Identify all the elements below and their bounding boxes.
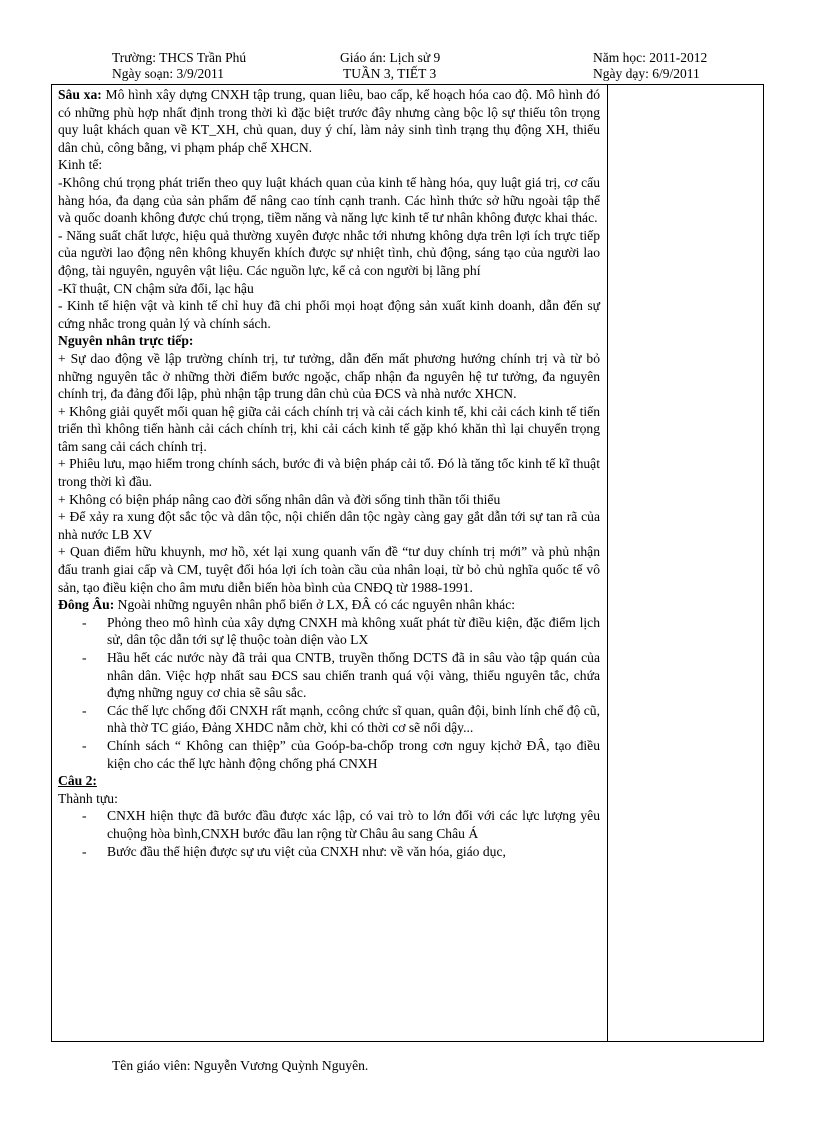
economy-heading: Kinh tế: [58,157,103,173]
list-item-text: Các thế lực chống đối CNXH rất mạnh, ccông chức sĩ quan, quân đội, binh lính chế độ cũ, nhà thờ TC giáo, Đảng XHDC nằm chờ, khi có thời cơ sẽ nổi dậy... [107,702,600,736]
dash-bullet: - [82,843,87,859]
direct-cause-5: + Để xảy ra xung đột sắc tộc và dân tộc, nội chiến dân tộc ngày càng gay gắt dẫn tới sự tan rã của nhà nước LB XV [58,509,600,542]
column-divider [607,85,608,1041]
economy-point-1: -Không chú trọng phát triển theo quy luật khách quan của kinh tế hàng hóa, quy luật giá trị, cơ cấu hàng hóa, đa dạng của sản phẩm để nâng cao tính cạnh tranh. Các hình thức sở hữu ngoài tập thể và quốc doanh không được chú trọng, tiềm năng và năng lực kinh tế tư nhân không được khai thác. [58,174,600,226]
list-item-text: CNXH hiện thực đã bước đầu được xác lập, có vai trò to lớn đối với các lực lượng yêu chuộng hòa bình,CNXH bước đầu lan rộng từ Châu âu sang Châu Á [107,808,600,841]
direct-cause-3: + Phiêu lưu, mạo hiểm trong chính sách, bước đi và biện pháp cải tổ. Đó là tăng tốc kinh tế kĩ thuật trong thời kì đầu. [58,456,600,490]
direct-cause-heading: Nguyên nhân trực tiếp: [58,333,194,349]
achievements-heading: Thành tựu: [58,790,118,806]
list-item-text: Phỏng theo mô hình của xây dựng CNXH mà không xuất phát từ điều kiện, đặc điểm lịch sử, dân tộc dẫn tới sự lệ thuộc toàn diện vào LX [107,614,600,648]
root-cause-text: Mô hình xây dựng CNXH tập trung, quan liêu, bao cấp, kế hoạch hóa cao độ. Mô hình đó có những phù hợp nhất định trong thời kì đặc biệt trước đây nhưng càng bộc lộ sự thiếu tôn trọng quy luật khách quan về KT_XH, chủ quan, duy ý chí, làm nảy sinh tình trạng thụ động XH, thiếu dân chủ, công bằng, vi phạm pháp chế XHCN. [58,87,600,155]
direct-cause-1: + Sự dao động về lập trường chính trị, tư tưởng, dẫn đến mất phương hướng chính trị và từ bỏ những nguyên tắc ở những thời điểm bước ngoặc, chấp nhận đa nguyên hệ tư tưởng, đa nguyên chính trị, đa đảng đối lập, phủ nhận tập trung dân chủ của ĐCS và nhà nước XHCN. [58,350,600,402]
list-item-text: Bước đầu thể hiện được sự ưu việt của CNXH như: về văn hóa, giáo dục, [107,843,506,859]
list-item [58,702,600,737]
week-period: TUẦN 3, TIẾT 3 [343,66,437,81]
teacher-name: Tên giáo viên: Nguyễn Vương Quỳnh Nguyên. [112,1058,369,1073]
question-2-heading: Câu 2: [58,773,97,789]
prep-date: Ngày soạn: 3/9/2011 [112,66,224,81]
dash-bullet: - [82,702,87,718]
eastern-europe-text: Ngoài những nguyên nhân phổ biến ở LX, ĐÂ có các nguyên nhân khác: [114,597,516,613]
eastern-europe-list [58,614,600,772]
economy-point-4: - Kinh tế hiện vật và kinh tế chỉ huy đã chi phối mọi hoạt động sản xuất kinh doanh, dẫn đến sự cứng nhắc trong quản lý và chính sách. [58,298,600,331]
list-item-text: Hầu hết các nước này đã trải qua CNTB, truyền thống DCTS đã in sâu vào tập quán của nhân dân. Việc hợp nhất sau ĐCS sau chiến tranh quá vội vàng, thiếu nguyên tắc, chứa đựng những nguy cơ chia sẽ sâu sắc. [107,650,600,701]
school-year: Năm học: 2011-2012 [593,50,708,65]
lesson-table [51,84,764,1042]
list-item-text: Chính sách “ Không can thiệp” của Goóp-ba-chốp trong cơn nguy kịchở ĐÂ, tạo điều kiện cho các thế lực hành động chống phá CNXH [107,737,600,771]
list-item [58,807,600,842]
list-item [58,614,600,649]
teach-date: Ngày dạy: 6/9/2011 [593,66,700,81]
dash-bullet: - [82,650,87,665]
direct-cause-4: + Không có biện pháp nâng cao đời sống nhân dân và đời sống tinh thần tối thiểu [58,491,501,507]
direct-cause-2: + Không giải quyết mối quan hệ giữa cải cách chính trị và cải cách kinh tế, khi cải cách kinh tế tiến triển thì không tiến hành cải cách chính trị, khi cải cách kinh tế gặp khó khăn thì lại chuyển trọng tâm sang cải cách chính trị. [58,403,600,454]
achievements-list [58,807,600,860]
eastern-europe-label: Đông Âu: [58,597,115,613]
economy-point-2: - Năng suất chất lược, hiệu quả thường xuyên được nhắc tới nhưng không dựa trên lợi ích trực tiếp của người lao động nên không khuyến khích được sự nhiệt tình, chủ động, sáng tạo của người lao động, tài nguyên, nguyên vật liệu. Các nguồn lực, kể cả con người bị lãng phí [58,227,600,278]
economy-point-3: -Kĩ thuật, CN chậm sửa đổi, lạc hậu [58,280,254,296]
paragraph-root-cause [58,86,600,156]
dash-bullet: - [82,808,87,824]
paragraph-eastern-europe [58,596,600,614]
dash-bullet: - [82,737,87,753]
dash-bullet: - [82,614,87,630]
list-item [58,649,600,702]
lesson-content [58,86,600,860]
list-item [58,843,600,861]
list-item [58,737,600,772]
lesson-plan-subject: Giáo án: Lịch sử 9 [340,50,441,65]
root-cause-label: Sâu xa: [58,87,102,102]
school-name: Trường: THCS Trần Phú [112,50,247,65]
direct-cause-6: + Quan điểm hữu khuynh, mơ hồ, xét lại xung quanh vấn đề “tư duy chính trị mới” và phủ nhận đấu tranh giai cấp và CM, tuyệt đối hóa lợi ích toàn cầu của nhân loại, từ bỏ chủ nghĩa quốc tế vô sản, tạo điều kiện cho âm mưu diễn biến hòa bình của CNĐQ từ 1988-1991. [58,544,600,595]
